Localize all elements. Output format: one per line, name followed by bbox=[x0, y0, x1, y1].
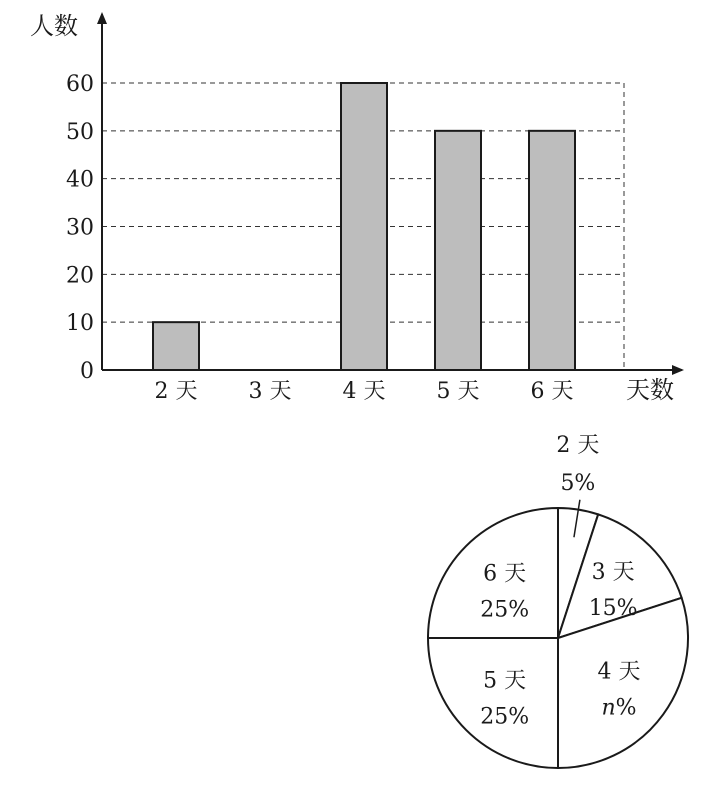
bar bbox=[529, 131, 575, 370]
y-tick-labels bbox=[66, 72, 94, 384]
x-category-label: 2 天 bbox=[154, 379, 198, 404]
pie-slice-percent: 25% bbox=[480, 597, 530, 623]
x-category-labels bbox=[155, 379, 574, 404]
y-tick-label: 30 bbox=[66, 215, 94, 241]
x-category-label: 5 天 bbox=[436, 379, 480, 404]
y-tick-label: 50 bbox=[66, 119, 94, 145]
x-category-label: 6 天 bbox=[530, 379, 574, 404]
y-tick-label: 20 bbox=[66, 263, 94, 289]
pie-slice-percent: 15% bbox=[588, 595, 638, 621]
pie-chart bbox=[428, 433, 688, 768]
y-axis-title: 人数 bbox=[30, 12, 78, 40]
pie-slice-label: 3 天 bbox=[591, 559, 635, 585]
y-tick-label: 40 bbox=[66, 167, 94, 193]
y-tick-label: 10 bbox=[66, 311, 94, 337]
pie-slice bbox=[428, 638, 558, 768]
pie-slice-percent: n% bbox=[601, 695, 637, 721]
bar-chart bbox=[30, 12, 682, 404]
x-category-label: 3 天 bbox=[248, 379, 292, 404]
y-tick-label: 60 bbox=[66, 72, 94, 97]
bar bbox=[435, 131, 481, 370]
pie-slice-label: 2 天 bbox=[556, 433, 600, 458]
pie-slice-label: 4 天 bbox=[597, 659, 641, 685]
pie-slice-label: 6 天 bbox=[483, 561, 527, 587]
pie-slice-label: 5 天 bbox=[483, 668, 527, 694]
bar bbox=[153, 322, 199, 370]
y-tick-label: 0 bbox=[80, 359, 94, 384]
x-category-label: 4 天 bbox=[342, 379, 386, 404]
pie-slice-percent: 25% bbox=[480, 704, 530, 730]
bar bbox=[341, 83, 387, 370]
pie-slice-percent: 5% bbox=[560, 471, 596, 496]
x-axis-title: 天数 bbox=[626, 376, 674, 404]
